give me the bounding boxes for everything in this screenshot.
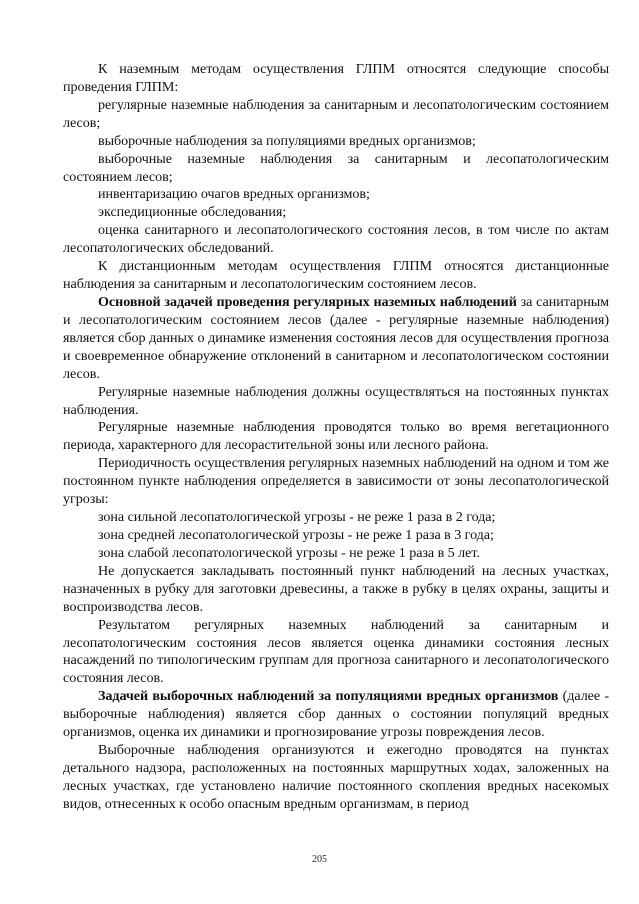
paragraph (63, 186, 609, 204)
paragraph-text: инвентаризацию очагов вредных организмов; (98, 186, 370, 203)
paragraph (63, 204, 609, 222)
paragraph-text: за санитарным и лесопатологическим состоянием лесов (далее - регулярные наземные наблюдения) является сбор данных о динамике изменения состояния лесов для осуществления прогноза и своевременное обнаружение отклонений в санитарном и лесопатологическом состоянии лесов. (63, 293, 609, 382)
paragraph (63, 545, 609, 563)
paragraph (63, 419, 609, 455)
paragraph-text: Результатом регулярных наземных наблюдений за санитарным и лесопатологическим состояния лесов является оценка динамики состояния лесных насаждений по типологическим группам для прогноза санитарного и лесопатологического состояния лесов. (63, 616, 609, 687)
paragraph-text: выборочные наблюдения за популяциями вредных организмов; (98, 132, 476, 149)
paragraph (63, 97, 609, 133)
body-text (63, 61, 609, 814)
paragraph-text: Регулярные наземные наблюдения должны осуществляться на постоянных пунктах наблюдения. (63, 383, 609, 418)
paragraph (63, 222, 609, 258)
paragraph-text: К дистанционным методам осуществления ГЛПМ относятся дистанционные наблюдения за санитарным и лесопатологическим состоянием лесов. (63, 258, 609, 293)
paragraph (63, 617, 609, 689)
paragraph-text: Периодичность осуществления регулярных наземных наблюдений на одном и том же постоянном пункте наблюдения определяется в зависимости от зоны лесопатологической угрозы: (63, 455, 609, 508)
paragraph (63, 61, 609, 97)
paragraph-bold-lead: Основной задачей проведения регулярных наземных наблюдений (98, 293, 517, 310)
paragraph (63, 384, 609, 420)
paragraph-text: зона средней лесопатологической угрозы - не реже 1 раза в 3 года; (98, 526, 494, 543)
paragraph (63, 742, 609, 814)
paragraph (63, 455, 609, 509)
paragraph-text: экспедиционные обследования; (98, 204, 287, 221)
paragraph-text: оценка санитарного и лесопатологического состояния лесов, в том числе по актам лесопатологических обследований. (63, 222, 609, 257)
paragraph (63, 133, 609, 151)
paragraph-text: зона слабой лесопатологической угрозы - не реже 1 раза в 5 лет. (98, 544, 480, 561)
paragraph (63, 688, 609, 742)
paragraph-text: зона сильной лесопатологической угрозы - не реже 1 раза в 2 года; (98, 509, 496, 526)
paragraph-text: Не допускается закладывать постоянный пункт наблюдений на лесных участках, назначенных в рубку для заготовки древесины, а также в рубку в целях охраны, защиты и воспроизводства лесов. (63, 562, 609, 615)
paragraph-text: Выборочные наблюдения организуются и ежегодно проводятся на пунктах детального надзора, расположенных на постоянных маршрутных ходах, заложенных на лесных участках, где установлено наличие постоянного скопления вредных насекомых видов, отнесенных к особо опасным вредным организмам, в период (63, 742, 609, 812)
paragraph-text: (далее - выборочные наблюдения) является сбор данных о состоянии популяций вредных организмов, оценка их динамики и прогнозирование угрозы повреждения лесов. (63, 688, 610, 741)
paragraph-text: К наземным методам осуществления ГЛПМ относятся следующие способы проведения ГЛПМ: (63, 61, 609, 95)
paragraph-text: Регулярные наземные наблюдения проводятся только во время вегетационного периода, характерного для лесорастительной зоны или лесного района. (63, 419, 609, 454)
paragraph (63, 509, 609, 527)
paragraph (63, 294, 609, 384)
paragraph (63, 258, 609, 294)
paragraph-text: регулярные наземные наблюдения за санитарным и лесопатологическим состоянием лесов; (63, 96, 609, 131)
paragraph (63, 563, 609, 617)
paragraph-bold-lead: Задачей выборочных наблюдений за популяциями вредных организмов (98, 688, 559, 705)
page-number: 205 (312, 854, 327, 865)
paragraph (63, 151, 609, 187)
paragraph (63, 527, 609, 545)
paragraph-text: выборочные наземные наблюдения за санитарным и лесопатологическим состоянием лесов; (63, 150, 609, 185)
